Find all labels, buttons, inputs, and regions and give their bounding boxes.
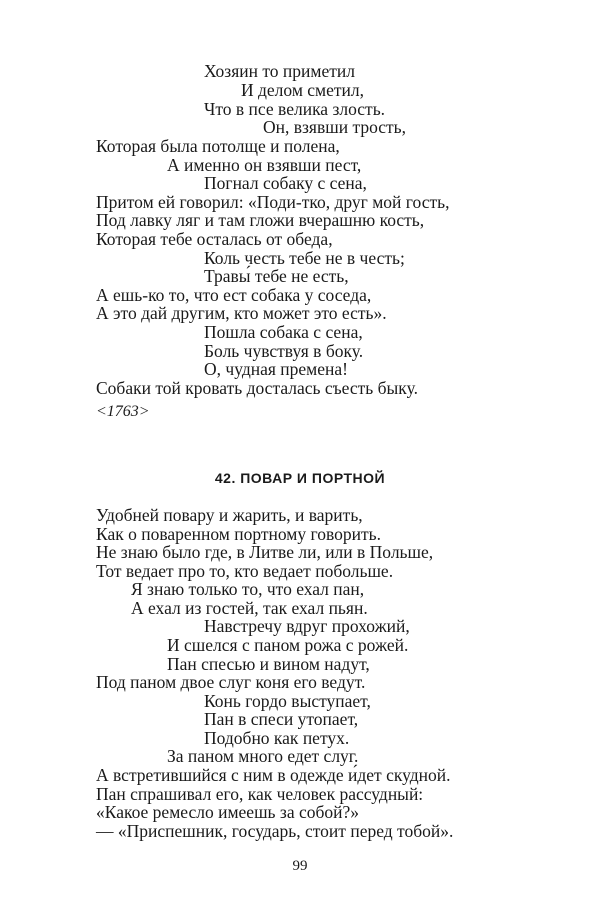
poem-title: 42. ПОВАР И ПОРТНОЙ bbox=[214, 470, 386, 486]
poem-line: Что в псе велика злость. bbox=[204, 99, 386, 119]
poem-line: Тот ведает про то, кто ведает побольше. bbox=[96, 561, 394, 581]
poem-line: Как о поваренном портному говорить. bbox=[96, 524, 382, 544]
poem-line: Пан спесью и вином надут, bbox=[167, 654, 370, 674]
poem-line: А ехал из гостей, так ехал пьян. bbox=[131, 598, 368, 618]
poem-line: Навстречу вдруг прохожий, bbox=[204, 616, 410, 636]
poem-line: Конь гордо выступает, bbox=[204, 691, 371, 711]
poem-line: А это дай другим, кто может это есть». bbox=[96, 303, 387, 323]
poem-line: Травы́ тебе не есть, bbox=[204, 266, 349, 286]
poem-line: Притом ей говорил: «Поди-тко, друг мой гость, bbox=[96, 192, 450, 212]
poem-line: Коль честь тебе не в честь; bbox=[204, 248, 405, 268]
poem-line: О, чудная премена! bbox=[204, 359, 348, 379]
poem-line: А встретившийся с ним в одежде и́дет скудной. bbox=[96, 765, 451, 785]
poem-line: — «Приспешник, государь, стоит перед тобой». bbox=[96, 821, 454, 841]
poem-line: Пан спрашивал его, как человек рассудный: bbox=[96, 784, 424, 804]
poem-date: <1763> bbox=[96, 403, 150, 420]
poem-line: А именно он взявши пест, bbox=[167, 155, 362, 175]
poem-line: Удобней повару и жарить, и варить, bbox=[96, 505, 363, 525]
poem-line: Я знаю только то, что ехал пан, bbox=[131, 579, 365, 599]
page-number: 99 bbox=[292, 858, 308, 874]
poem-line: За паном много едет слуг. bbox=[167, 746, 359, 766]
poem-line: Пан в спеси утопает, bbox=[204, 709, 359, 729]
poem-line: Погнал собаку с сена, bbox=[204, 173, 367, 193]
poem-line: Не знаю было где, в Литве ли, или в Польше, bbox=[96, 542, 434, 562]
poem-line: Он, взявши трость, bbox=[263, 117, 407, 137]
poem-line: И сшелся с паном рожа с рожей. bbox=[167, 635, 409, 655]
poem-line: Под паном двое слуг коня его ведут. bbox=[96, 672, 366, 692]
poem-line: Подобно как петух. bbox=[204, 728, 350, 748]
poem-line: Собаки той кровать досталась съесть быку. bbox=[96, 378, 418, 398]
poem-line: Под лавку ляг и там гложи вчерашню кость, bbox=[96, 210, 425, 230]
poem-line: «Какое ремесло имеешь за собой?» bbox=[96, 802, 360, 822]
poem-line: Которая тебе осталась от обеда, bbox=[96, 229, 333, 249]
poem-line: Хозяин то приметил bbox=[204, 61, 355, 81]
poem-line: Которая была потолще и полена, bbox=[96, 136, 340, 156]
poem-line: Боль чувствуя в боку. bbox=[204, 341, 364, 361]
poem-line: А ешь-ко то, что ест собака у соседа, bbox=[96, 285, 372, 305]
poem-line: И делом сметил, bbox=[241, 80, 365, 100]
poem-line: Пошла собака с сена, bbox=[204, 322, 363, 342]
